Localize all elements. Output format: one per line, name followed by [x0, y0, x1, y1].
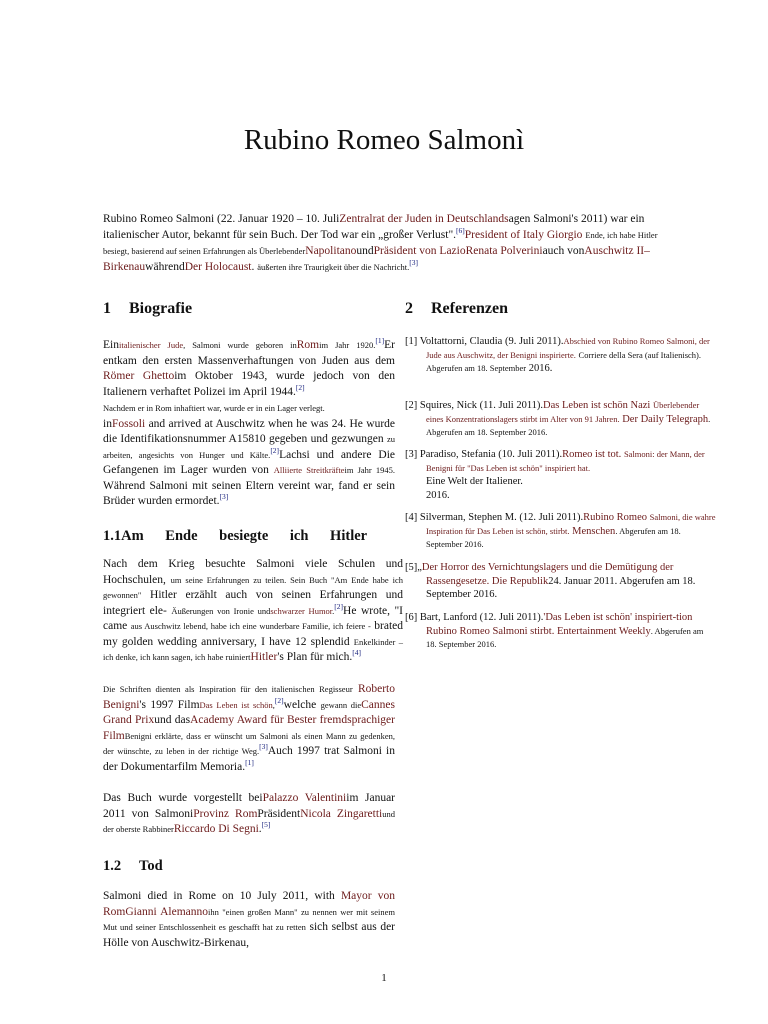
link[interactable]: Mayor von Rom — [103, 890, 395, 918]
text: um seine Erfahrungen zu teilen. Sein Buch "Am Ende habe ich gewonnen" — [103, 574, 403, 600]
link[interactable]: Das Leben ist schön — [199, 699, 273, 710]
intro-link[interactable]: Napolitano — [305, 245, 357, 257]
reference-link[interactable]: Menschen — [572, 525, 616, 537]
citation[interactable]: [2] — [334, 601, 344, 611]
intro-text: . — [251, 261, 255, 273]
reference-link[interactable]: Überlebender eines Konzentrationslagers stirbt im Alter von 91 Jahren. — [426, 400, 700, 424]
citation[interactable]: [3] — [409, 258, 419, 268]
reference-number: [4] — [405, 512, 418, 523]
link[interactable]: Rom — [296, 339, 320, 351]
reference-link[interactable]: Salmoni: der Mann, der Benigni für "Das Leben ist schön" inspiriert hat. — [426, 449, 705, 473]
subsection-title: Tod — [139, 858, 163, 874]
text: gewann die — [320, 699, 362, 710]
reference-number: [3] — [405, 449, 418, 460]
text: Er entkam den ersten Massenverhaftungen von Juden aus dem — [103, 339, 395, 367]
intro-link[interactable]: President of Italy Giorgio — [464, 229, 583, 241]
intro-link[interactable]: Auschwitz II–Birkenau — [103, 245, 650, 273]
text: Lachsi und andere Die Gefangenen im Lager wurden von — [103, 448, 395, 476]
reference-link[interactable]: Romeo ist tot. — [562, 449, 622, 460]
link[interactable]: italienischer Jude — [118, 340, 184, 350]
citation[interactable]: [4] — [352, 648, 361, 658]
reference-item — [405, 399, 716, 440]
reference-link[interactable]: Rubino Romeo — [583, 512, 647, 523]
text: 24. Januar 2011. Abgerufen am 18. September 2016. — [426, 575, 696, 600]
text: . Abgerufen am 18. September 2016. — [426, 525, 681, 549]
citation[interactable]: [3] — [259, 742, 268, 752]
text: Salmoni died in Rome on 10 July 2011, with — [103, 890, 335, 902]
text: Corriere della Sera (auf Italienisch). Abgerufen am 18. September — [426, 349, 702, 373]
intro-text: äußerten ihre Traurigkeit über die Nachricht. — [257, 262, 410, 272]
subsection-number: 1.1 — [103, 528, 122, 544]
section-heading-referenzen — [405, 300, 508, 318]
text: Silverman, Stephen M. (12. Juli 2011). — [419, 512, 584, 523]
text: Nachdem er in Rom inhaftiert war, wurde er in ein Lager verlegt. — [103, 403, 325, 413]
text: und der oberste Rabbiner — [103, 808, 395, 834]
subsection-title: Am Ende besiegte ich Hitler — [121, 528, 368, 544]
intro-text: auch von — [542, 245, 585, 257]
reference-item — [405, 561, 726, 602]
intro-paragraph — [103, 211, 683, 275]
link[interactable]: Provinz Rom — [193, 807, 258, 820]
paragraph-am-ende-1 — [103, 557, 403, 666]
intro-text: agen Salmoni's 2011) war ein italienischer Autor, bekannt für sein Buch. Der Tod war ein „großer Verlust". — [103, 213, 645, 241]
section-heading-biografie — [103, 300, 192, 318]
link[interactable]: Römer Ghetto — [103, 370, 175, 382]
reference-link[interactable]: Der Horror des Vernichtungslagers und die Demütigung der Rassengesetze. — [421, 562, 674, 587]
text: Nach dem Krieg besuchte Salmoni viele Schulen und Hochschulen, — [103, 558, 403, 586]
link[interactable]: schwarzer Humor — [270, 605, 333, 616]
text: im Jahr 1920. — [319, 340, 376, 350]
link[interactable]: Cannes Grand Prix — [103, 698, 395, 726]
text: Auch 1997 trat Salmoni in der Dokumentarfilm Memoria. — [103, 745, 395, 773]
text: 's 1997 Film — [139, 698, 200, 711]
intro-link[interactable]: Renata Polverini — [465, 245, 543, 257]
reference-number: [5] — [405, 562, 418, 573]
text: Squires, Nick (11. Juli 2011). — [419, 400, 544, 411]
section-title: Biografie — [129, 300, 193, 317]
reference-item — [405, 448, 716, 502]
subsection-heading-am-ende — [103, 528, 367, 545]
text: aus Auschwitz lebend, habe ich eine wunderbare Familie, ich feiere - — [130, 621, 371, 631]
text: Voltattorni, Claudia (9. Juli 2011). — [419, 336, 564, 347]
text: Paradiso, Stefania (10. Juli 2011). — [419, 449, 563, 460]
citation[interactable]: [3] — [219, 492, 229, 502]
text: 's Plan für mich. — [277, 651, 353, 663]
text: . Abgerufen am 18. September 2016. — [426, 413, 711, 437]
link[interactable]: Roberto Benigni — [103, 683, 396, 711]
intro-link[interactable]: Zentralrat der Juden in Deutschlands — [339, 213, 509, 225]
section-number: 1 — [103, 300, 111, 317]
text: Ein — [103, 339, 119, 351]
text: im Jahr 1945. — [344, 465, 396, 475]
text: He wrote, "I came — [103, 604, 404, 632]
text: in — [103, 417, 112, 430]
link[interactable]: Palazzo Valentini — [262, 792, 347, 804]
intro-text: während — [145, 261, 185, 273]
text: . — [332, 605, 335, 616]
link[interactable]: Academy Award für Bester fremdsprachiger Film — [103, 714, 395, 742]
citation[interactable]: [5] — [261, 820, 271, 830]
reference-item — [405, 335, 716, 376]
reference-link[interactable]: 'Das Leben ist schön' inspiriert-tion Rubino Romeo Salmoni stirbt. — [426, 612, 693, 637]
text: Die Schriften dienten als Inspiration für den italienischen Regisseur — [103, 684, 353, 694]
link[interactable]: Hitler — [250, 651, 278, 663]
text: . Abgerufen am 18. September 2016. — [426, 625, 704, 649]
text: 2016. — [426, 489, 450, 501]
text: Präsident — [257, 807, 301, 820]
paragraph-am-ende-3 — [103, 791, 395, 838]
text: im Oktober 1943, wurde jedoch von den Italienern verhaftet Polizei im April 1944. — [103, 370, 395, 398]
paragraph-am-ende-2 — [103, 682, 395, 775]
link[interactable]: Fossoli — [111, 417, 146, 430]
reference-link[interactable]: Die Republik — [491, 575, 549, 587]
text: Hitler erzählt auch von seinen Erfahrungen und integriert ele- — [103, 589, 404, 617]
text: brated my golden wedding anniversary, I have 12 splendid — [103, 620, 404, 648]
subsection-number: 1.2 — [103, 858, 122, 874]
subsection-heading-tod — [103, 858, 163, 875]
reference-link[interactable]: Der Daily Telegraph — [622, 413, 709, 425]
reference-link[interactable]: Salmoni, die wahre Inspiration für Das Leben ist schön, stirbt. — [426, 512, 716, 536]
text: , — [272, 699, 275, 710]
text: im Januar 2011 von Salmoni — [103, 792, 395, 820]
reference-number: [6] — [405, 612, 418, 623]
link[interactable]: Alliierte Streitkräfte — [273, 465, 345, 475]
intro-text: Ende, ich habe Hitler besiegt, basierend auf seinen Erfahrungen als Überlebender — [103, 230, 658, 256]
text: Eine Welt der Italiener. — [426, 476, 523, 487]
text: and arrived at Auschwitz when he was 24. He wurde die Identifikationsnummer A15810 gegeben und gezwungen — [103, 417, 396, 445]
reference-link[interactable]: Abschied von Rubino Romeo Salmoni, der Jude aus Auschwitz, der Benigni inspirierte. — [426, 336, 710, 360]
section-number: 2 — [405, 300, 413, 317]
citation[interactable]: [2] — [270, 445, 280, 455]
page-title: Rubino Romeo Salmonì — [243, 124, 525, 156]
reference-item — [405, 511, 716, 552]
text: „ — [417, 562, 422, 573]
citation[interactable]: [2] — [295, 382, 305, 392]
paragraph-tod — [103, 889, 395, 951]
intro-link[interactable]: Präsident von Lazio — [373, 245, 466, 257]
text: und das — [154, 714, 191, 726]
reference-link[interactable]: Das Leben ist schön Nazi — [543, 400, 651, 411]
text: Bart, Lanford (12. Juli 2011). — [419, 612, 544, 623]
text: zu arbeiten, angesichts von Hunger und Kälte. — [103, 434, 396, 460]
citation[interactable]: [2] — [274, 695, 284, 705]
text: Das Buch wurde vorgestellt bei — [103, 792, 263, 804]
section-title: Referenzen — [431, 300, 508, 317]
paragraph-biografie-2 — [103, 401, 395, 510]
text: sich selbst aus der Hölle von Auschwitz-Birkenau, — [103, 921, 396, 949]
intro-text: und — [356, 245, 374, 257]
text: Äußerungen von Ironie und — [171, 605, 271, 616]
text: welche — [283, 698, 317, 711]
text: , Salmoni wurde geboren in — [183, 340, 297, 350]
paragraph-biografie-1 — [103, 338, 395, 400]
intro-text: Rubino Romeo Salmoni (22. Januar 1920 – 10. Juli — [103, 213, 340, 225]
reference-item — [405, 611, 716, 652]
text: Benigni erklärte, dass er wünscht um Salmoni als einen Mann zu gedenken, der wünschte, zu leben in der richtige Weg. — [103, 730, 395, 756]
text: ihn "einen großen Mann" zu nennen wer mit seinem Mut und seiner Entschlossenheit es geschafft hat zu retten — [103, 906, 395, 932]
citation[interactable]: [1] — [245, 757, 254, 767]
intro-link[interactable]: Der Holocaust — [184, 261, 252, 273]
link[interactable]: Riccardo Di Segni — [173, 823, 259, 835]
text: Während Salmoni mit seinen Eltern vereint war, fand er sein Brüder wurden ermordet. — [103, 479, 395, 507]
reference-link[interactable]: Entertainment Weekly — [556, 625, 651, 637]
text: 2016. — [528, 363, 553, 374]
text: Enkelkinder – ich denke, ich kann sagen, ich habe ruiniert — [103, 636, 403, 662]
link[interactable]: Nicola Zingaretti — [300, 807, 383, 820]
page-number: 1 — [381, 972, 387, 984]
reference-number: [2] — [405, 400, 418, 411]
text: . — [258, 823, 262, 835]
reference-number: [1] — [405, 336, 418, 347]
link[interactable]: Gianni Alemanno — [125, 905, 209, 918]
citation[interactable]: [6] — [456, 226, 465, 236]
citation[interactable]: [1] — [375, 336, 385, 346]
